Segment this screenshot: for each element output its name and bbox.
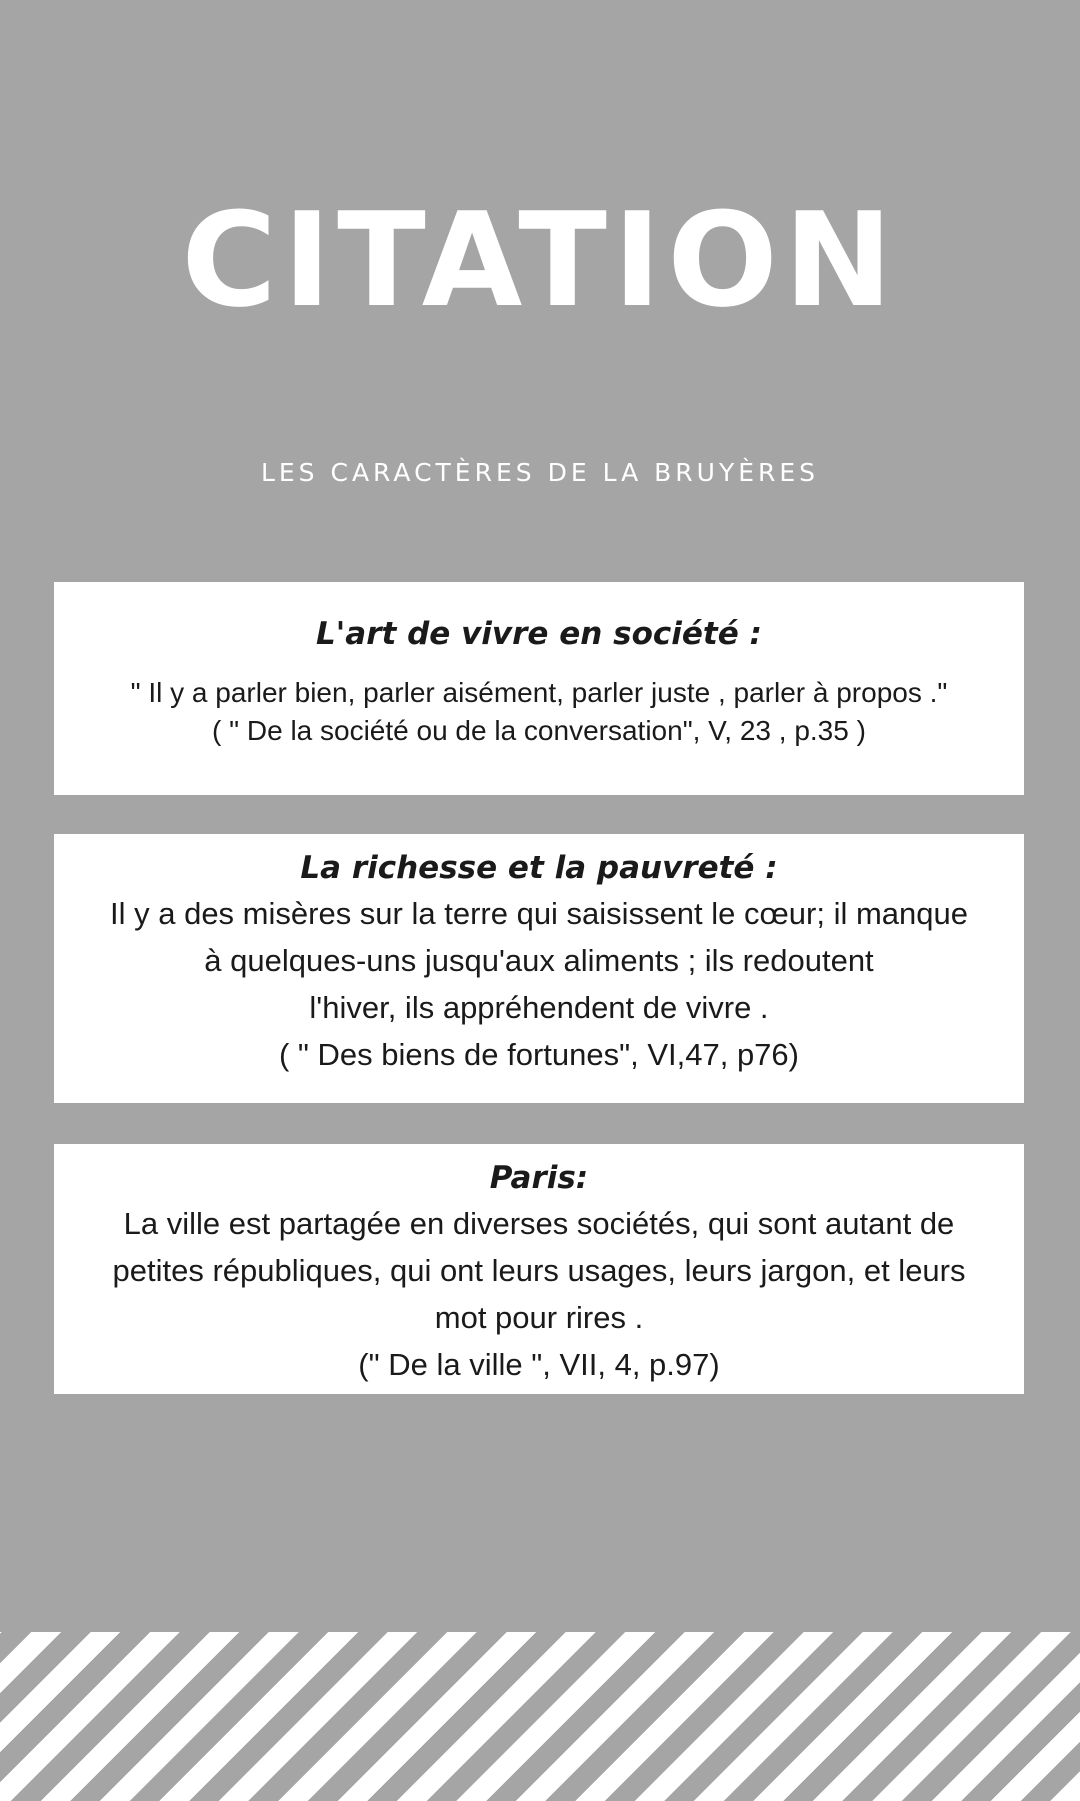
- quote-reference: ( " Des biens de fortunes", VI,47, p76): [278, 1037, 799, 1072]
- quote-text: La ville est partagée en diverses sociétés, qui sont autant de: [123, 1206, 955, 1241]
- quote-reference: (" De la ville ", VII, 4, p.97): [358, 1347, 720, 1382]
- page-title: CITATION: [181, 184, 899, 336]
- page-subtitle: LES CARACTÈRES DE LA BRUYÈRES: [260, 458, 820, 487]
- quote-text: petites républiques, qui ont leurs usages, leurs jargon, et leurs: [112, 1253, 966, 1288]
- decorative-stripes: [0, 1632, 1080, 1801]
- quote-text: à quelques-uns jusqu'aux aliments ; ils redoutent: [204, 943, 874, 978]
- quote-heading: La richesse et la pauvreté :: [300, 850, 778, 886]
- quote-heading: L'art de vivre en société :: [316, 616, 762, 652]
- quote-text: Il y a des misères sur la terre qui saisissent le cœur; il manque: [110, 896, 968, 931]
- quote-text: mot pour rires .: [434, 1300, 644, 1335]
- quote-heading: Paris:: [489, 1160, 589, 1196]
- quote-card-society: [54, 582, 1024, 795]
- quote-card-paris: [54, 1144, 1024, 1394]
- quote-text: " Il y a parler bien, parler aisément, parler juste , parler à propos .": [130, 677, 948, 708]
- quote-card-wealth: [54, 834, 1024, 1103]
- quote-text: l'hiver, ils appréhendent de vivre .: [309, 990, 769, 1025]
- quote-reference: ( " De la société ou de la conversation", V, 23 , p.35 ): [212, 715, 866, 746]
